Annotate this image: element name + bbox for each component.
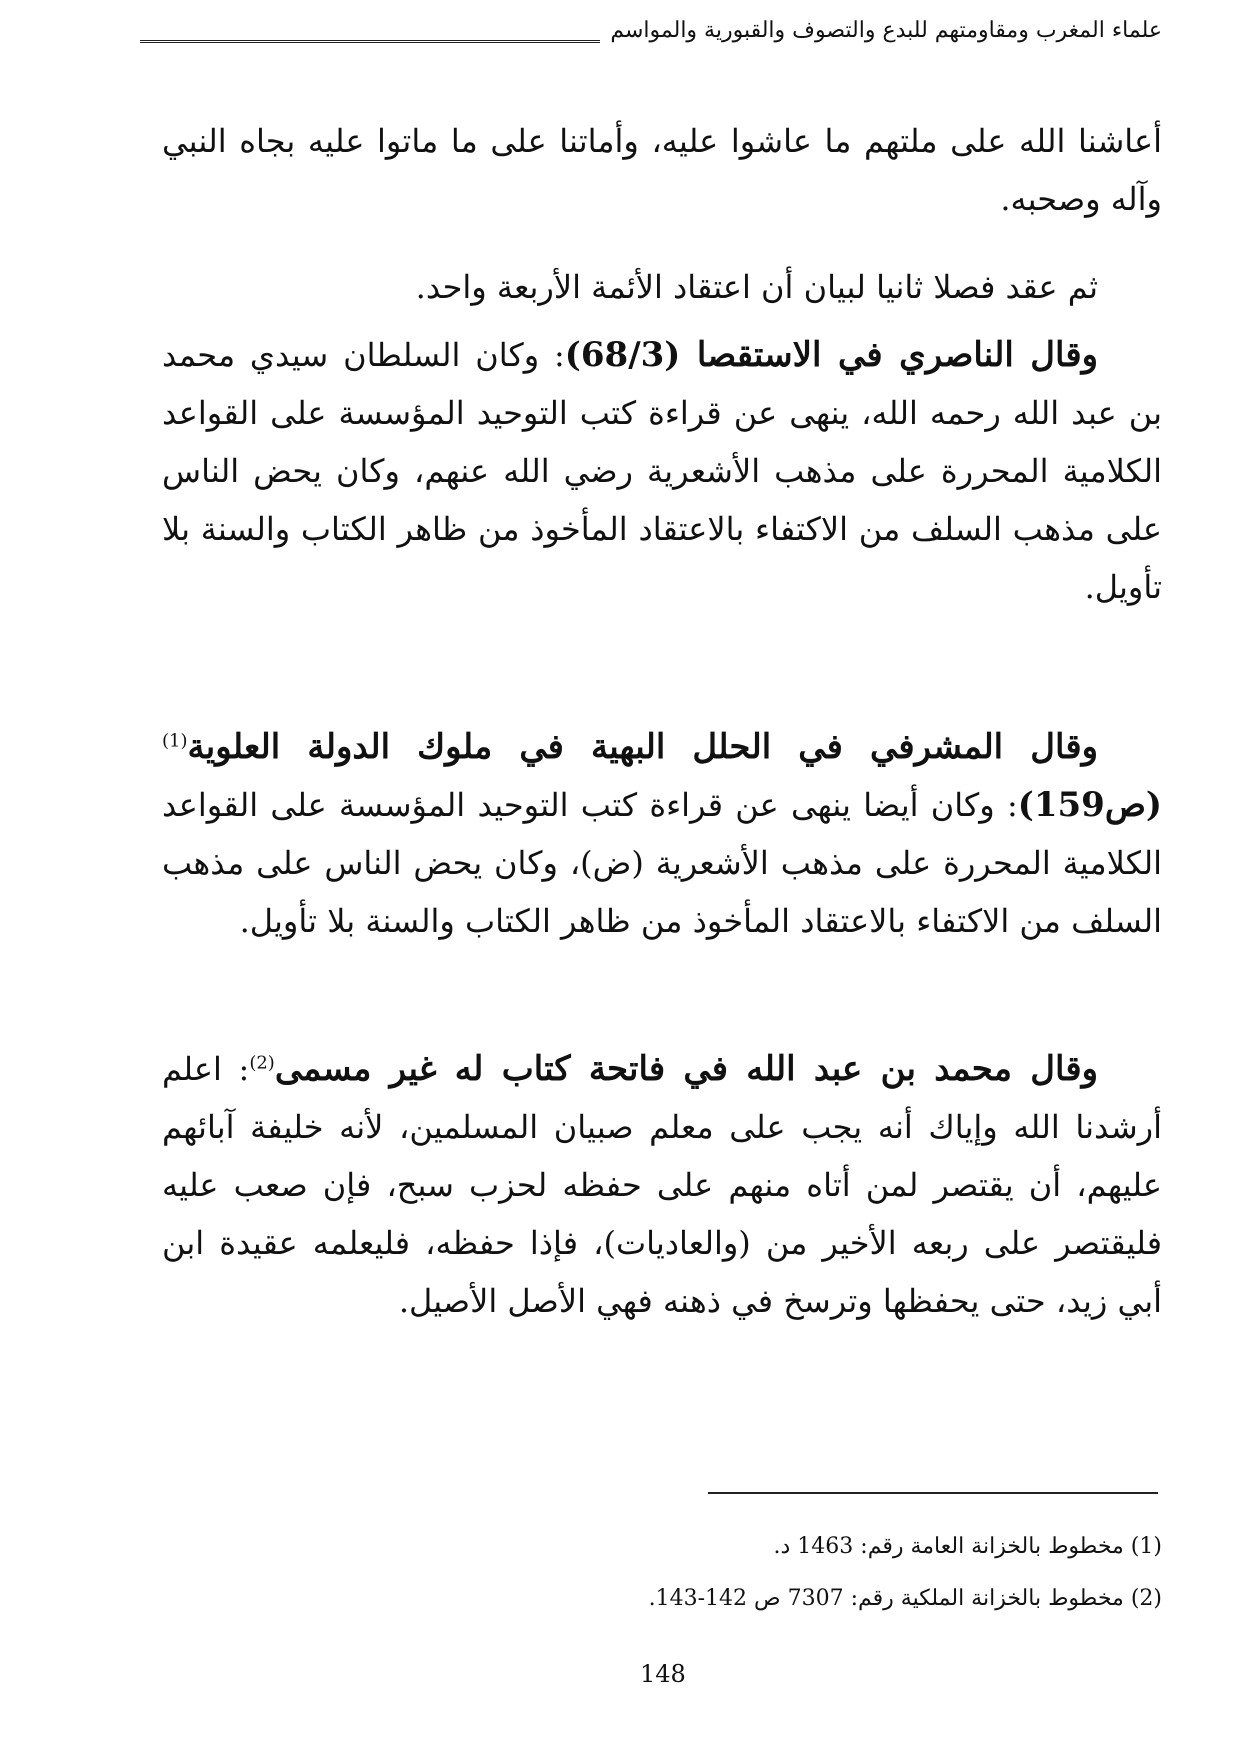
footnote-ref-1[interactable]: (1)	[162, 730, 188, 752]
footnote-ref-2[interactable]: (2)	[249, 1052, 275, 1074]
page-number: 148	[640, 1660, 686, 1688]
paragraph-1: أعاشنا الله على ملتهم ما عاشوا عليه، وأماتنا على ما ماتوا عليه بجاه النبي وآله وصحبه.	[162, 122, 1163, 218]
paragraph-3-lead: وقال الناصري في الاستقصا (68/3)	[564, 335, 1099, 375]
paragraph-4-lead: وقال المشرفي في الحلل البهية في ملوك الدولة العلوية	[187, 727, 1098, 767]
footnote-1: (1) مخطوط بالخزانة العامة رقم: 1463 د.	[773, 1534, 1162, 1559]
footnote-2: (2) مخطوط بالخزانة الملكية رقم: 7307 ص 142-143.	[648, 1586, 1162, 1611]
paragraph-4-lead-tail: (ص159)	[1017, 785, 1163, 825]
paragraph-2: ثم عقد فصلا ثانيا لبيان أن اعتقاد الأئمة الأربعة واحد.	[415, 268, 1098, 306]
paragraph-5-lead: وقال محمد بن عبد الله في فاتحة كتاب له غير مسمى	[274, 1049, 1098, 1089]
header-rule	[140, 40, 600, 43]
paragraph-5	[162, 1040, 1162, 1330]
paragraph-3	[162, 326, 1162, 616]
footnote-rule	[708, 1492, 1158, 1494]
paragraph-5-text: : اعلم أرشدنا الله وإياك أنه يجب على معلم صبيان المسلمين، لأنه خليفة آبائهم عليهم، أن يقتصر لمن أتاه منهم على حفظه لحزب سبح، فإن صعب عليه فليقتصر على ربعه الأخير من (والعاديات)، فإذا حفظه، فليعلمه عقيدة ابن أبي زيد، حتى يحفظها وترسخ في ذهنه فهي الأصل الأصيل.	[162, 1050, 1163, 1320]
paragraph-4	[162, 718, 1162, 950]
running-header-title: علماء المغرب ومقاومتهم للبدع والتصوف والقبورية والمواسم	[610, 18, 1162, 43]
paragraph-4-text: : وكان أيضا ينهى عن قراءة كتب التوحيد المؤسسة على القواعد الكلامية المحررة على مذهب الأشعرية (ض)، وكان يحض الناس على مذهب السلف من الاكتفاء بالاعتقاد المأخوذ من ظاهر الكتاب والسنة بلا تأويل.	[162, 786, 1163, 940]
paragraph-3-text: : وكان السلطان سيدي محمد بن عبد الله رحمه الله، ينهى عن قراءة كتب التوحيد المؤسسة على القواعد الكلامية المحررة على مذهب الأشعرية رضي الله عنهم، وكان يحض الناس على مذهب السلف من الاكتفاء بالاعتقاد المأخوذ من ظاهر الكتاب والسنة بلا تأويل.	[162, 336, 1162, 606]
